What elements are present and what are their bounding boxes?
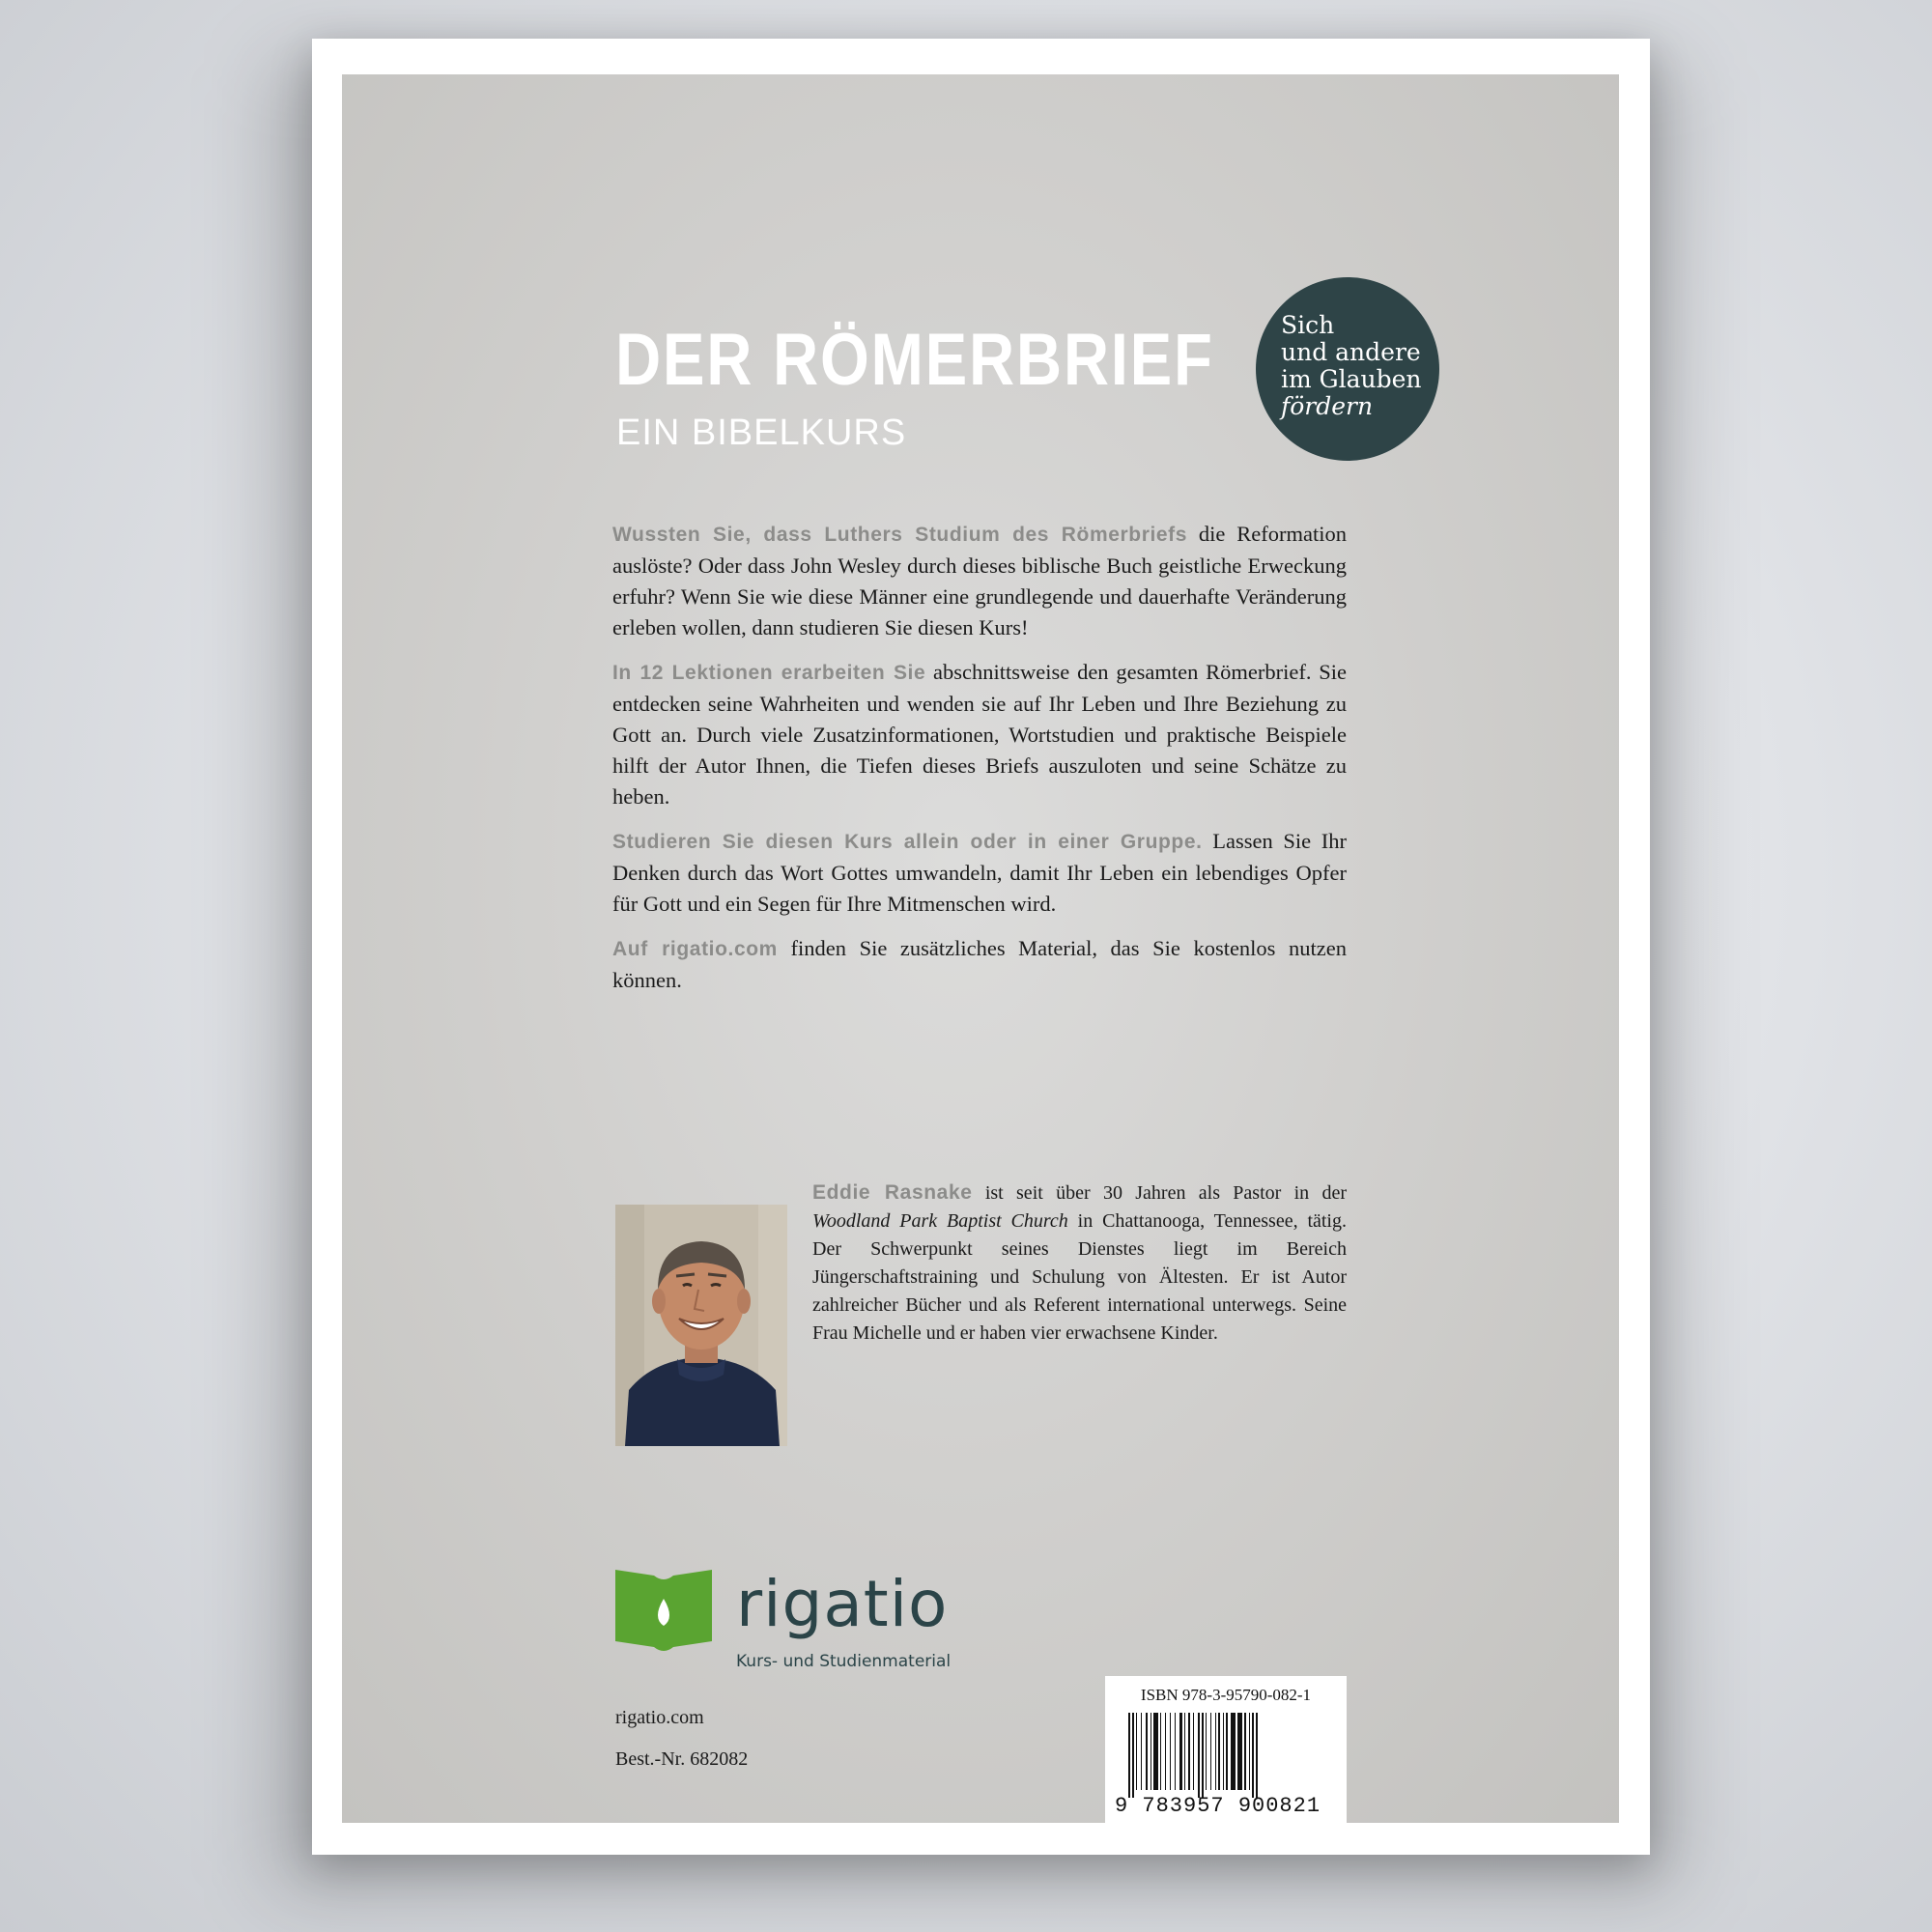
paragraph-lead: Auf rigatio.com <box>612 938 778 960</box>
author-photo <box>615 1205 787 1446</box>
paragraph-text: Lassen Sie Ihr Denken durch das Wort Gottes umwandeln, damit Ihr Leben ein lebendiges Opfer für Gott und ein Segen für Ihre Mitmenschen wird. <box>612 829 1347 916</box>
author-church: Woodland Park Baptist Church <box>812 1210 1068 1232</box>
ean-number: 9 783957 900821 <box>1115 1794 1321 1818</box>
author-bio-text: in Chattanooga, Tennessee, tätig. Der Schwerpunkt seines Dienstes liegt im Bereich Jüngerschaftstraining und Schulung von Ältesten. Er ist Autor zahlreicher Bücher und als Referent international unterwegs. Seine Frau Michelle und er haben vier erwachsene Kinder. <box>812 1210 1347 1344</box>
publisher-tagline: Kurs- und Studienmaterial <box>736 1652 952 1671</box>
author-bio-paragraph <box>812 1179 1347 1348</box>
paragraph-lead: In 12 Lektionen erarbeiten Sie <box>612 662 926 684</box>
description-paragraph <box>612 933 1347 996</box>
rigatio-book-drop-icon <box>615 1570 712 1653</box>
isbn-barcode <box>1105 1676 1347 1823</box>
isbn-label: ISBN 978-3-95790-082-1 <box>1140 1686 1312 1704</box>
author-bio <box>812 1179 1347 1348</box>
book-title: DER RÖMERBRIEF <box>615 319 1214 401</box>
publisher-url: rigatio.com <box>615 1707 704 1728</box>
paragraph-text: abschnittsweise den gesamten Römerbrief. Sie entdecken seine Wahrheiten und wenden sie auf Ihr Leben und Ihre Beziehung zu Gott an. Durch viele Zusatzinformationen, Wortstudien und praktische Beispiele hilft der Autor Ihnen, die Tiefen dieses Briefs auszuloten und seine Schätze zu heben. <box>612 660 1347 809</box>
book-back-cover <box>342 74 1619 1823</box>
author-bio-text: ist seit über 30 Jahren als Pastor in der <box>972 1182 1348 1204</box>
description-paragraph <box>612 826 1347 920</box>
barcode-bars <box>1128 1713 1321 1798</box>
description <box>612 519 1347 1009</box>
description-paragraph <box>612 519 1347 643</box>
badge-line: fördern <box>1281 392 1374 420</box>
author-name: Eddie Rasnake <box>812 1181 973 1204</box>
description-paragraph <box>612 657 1347 812</box>
paragraph-text: die Reformation auslöste? Oder dass John Wesley durch dieses biblische Buch geistliche Erweckung erfuhr? Wenn Sie wie diese Männer eine grundlegende und dauerhafte Veränderung erleben wollen, dann studieren Sie diesen Kurs! <box>612 522 1347 639</box>
slogan-badge <box>1256 277 1439 461</box>
badge-line: im Glauben <box>1281 365 1422 393</box>
author-portrait-illustration <box>615 1205 787 1446</box>
paragraph-lead: Wussten Sie, dass Luthers Studium des Römerbriefs <box>612 524 1188 546</box>
publisher-logo-text: rigatio <box>736 1567 949 1641</box>
book-subtitle: EIN BIBELKURS <box>616 412 907 453</box>
badge-line: Sich <box>1281 311 1335 339</box>
paragraph-lead: Studieren Sie diesen Kurs allein oder in einer Gruppe. <box>612 831 1203 853</box>
badge-line: und andere <box>1281 338 1421 366</box>
paragraph-text: finden Sie zusätzliches Material, das Sie kostenlos nutzen können. <box>612 936 1347 992</box>
order-number: Best.-Nr. 682082 <box>615 1748 749 1770</box>
